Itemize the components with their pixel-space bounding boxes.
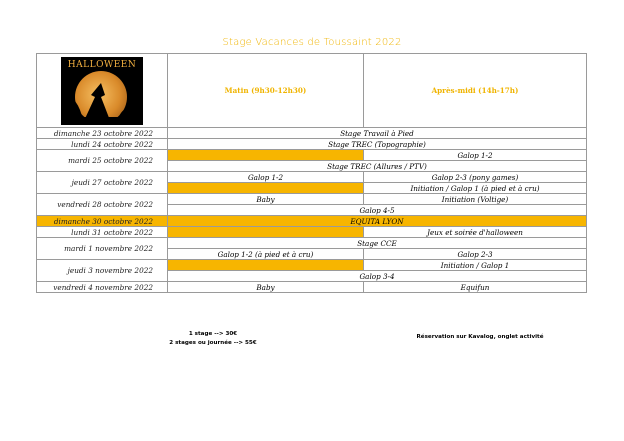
schedule-table bbox=[36, 53, 587, 293]
row-afternoon: Equifun bbox=[364, 282, 587, 293]
row-morning: Baby bbox=[168, 194, 364, 205]
row-activity: EQUITA LYON bbox=[168, 216, 587, 227]
table-row bbox=[37, 172, 587, 183]
table-row bbox=[37, 260, 587, 271]
row-date: vendredi 28 octobre 2022 bbox=[37, 194, 168, 216]
price-line-2: 2 stages ou journée --> 55€ bbox=[169, 340, 257, 346]
header-morning: Matin (9h30-12h30) bbox=[168, 54, 364, 128]
row-date: dimanche 30 octobre 2022 bbox=[37, 216, 168, 227]
header-afternoon: Après-midi (14h-17h) bbox=[364, 54, 587, 128]
table-row bbox=[37, 139, 587, 150]
row-date: lundi 31 octobre 2022 bbox=[37, 227, 168, 238]
reservation-note: Réservation sur Kavalog, onglet activité bbox=[416, 334, 544, 340]
table-row bbox=[37, 282, 587, 293]
table-row bbox=[37, 227, 587, 238]
row-morning: Galop 1-2 (à pied et à cru) bbox=[168, 249, 364, 260]
row-afternoon: Jeux et soirée d'halloween bbox=[364, 227, 587, 238]
row-afternoon: Initiation (Voltige) bbox=[364, 194, 587, 205]
header-row bbox=[37, 54, 587, 128]
row-date: lundi 24 octobre 2022 bbox=[37, 139, 168, 150]
row-date: vendredi 4 novembre 2022 bbox=[37, 282, 168, 293]
row-activity: Galop 4-5 bbox=[168, 205, 587, 216]
row-activity: Stage CCE bbox=[168, 238, 587, 249]
row-morning bbox=[168, 227, 364, 238]
row-afternoon: Galop 1-2 bbox=[364, 150, 587, 161]
row-afternoon: Galop 2-3 bbox=[364, 249, 587, 260]
halloween-logo bbox=[61, 57, 143, 125]
table-row bbox=[37, 216, 587, 227]
row-afternoon: Initiation / Galop 1 (à pied et à cru) bbox=[364, 183, 587, 194]
row-activity: Stage TREC (Topographie) bbox=[168, 139, 587, 150]
row-morning bbox=[168, 183, 364, 194]
row-morning bbox=[168, 260, 364, 271]
table-row bbox=[37, 194, 587, 205]
row-activity: Stage TREC (Allures / PTV) bbox=[168, 161, 587, 172]
table-row bbox=[37, 238, 587, 249]
row-morning: Galop 1-2 bbox=[168, 172, 364, 183]
row-activity: Galop 3-4 bbox=[168, 271, 587, 282]
row-activity: Stage Travail à Pied bbox=[168, 128, 587, 139]
table-row bbox=[37, 128, 587, 139]
row-afternoon: Galop 2-3 (pony games) bbox=[364, 172, 587, 183]
row-morning: Baby bbox=[168, 282, 364, 293]
logo-cell bbox=[37, 54, 168, 128]
row-date: dimanche 23 octobre 2022 bbox=[37, 128, 168, 139]
row-morning bbox=[168, 150, 364, 161]
row-date: jeudi 27 octobre 2022 bbox=[37, 172, 168, 194]
price-line-1: 1 stage --> 30€ bbox=[188, 331, 238, 337]
logo-text: HALLOWEEN bbox=[67, 59, 137, 70]
page-title: Stage Vacances de Toussaint 2022 bbox=[222, 37, 402, 48]
row-date: mardi 25 octobre 2022 bbox=[37, 150, 168, 172]
row-afternoon: Initiation / Galop 1 bbox=[364, 260, 587, 271]
row-date: mardi 1 novembre 2022 bbox=[37, 238, 168, 260]
row-date: jeudi 3 novembre 2022 bbox=[37, 260, 168, 282]
price-info bbox=[148, 330, 278, 348]
table-row bbox=[37, 150, 587, 161]
